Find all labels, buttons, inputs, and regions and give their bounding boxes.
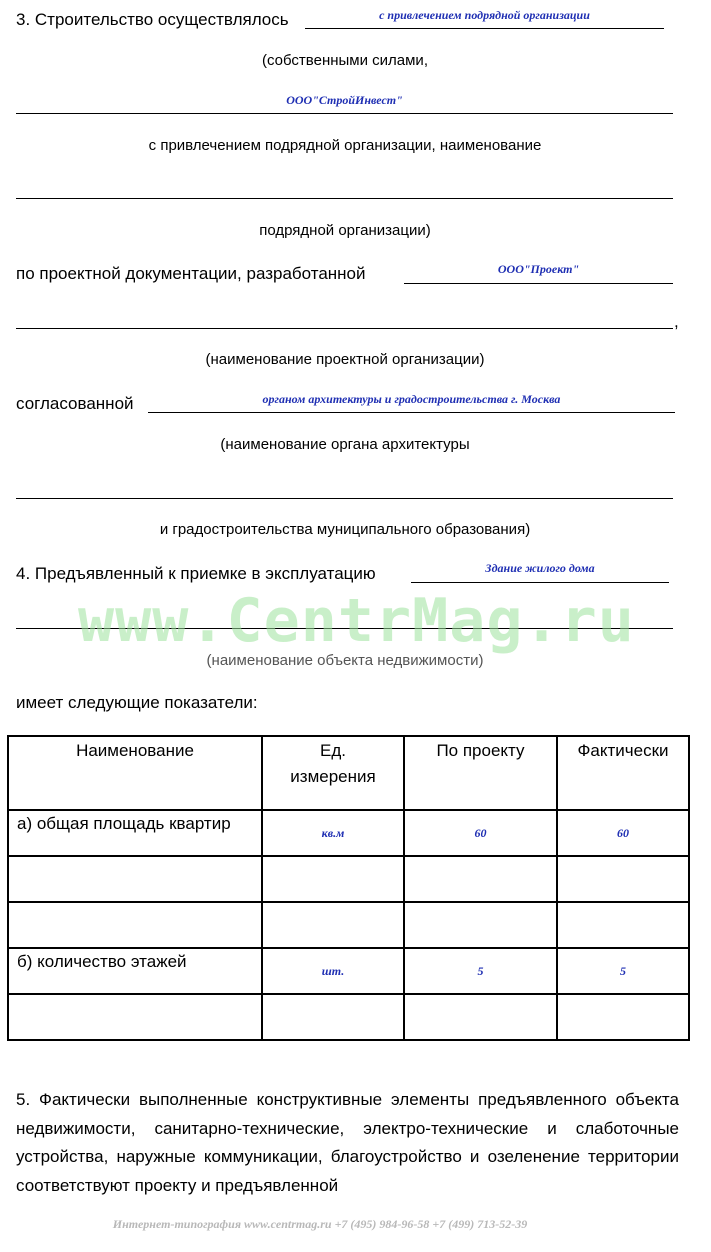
table-header-row — [8, 736, 689, 810]
row-unit — [262, 902, 404, 948]
contractor-value: ООО"СтройИнвест" — [286, 93, 403, 107]
header-actual: Фактически — [557, 736, 689, 810]
row-actual: 60 — [557, 810, 689, 856]
row-name: а) общая площадь квартир — [8, 810, 262, 856]
row-project: 5 — [404, 948, 557, 994]
row-name — [8, 856, 262, 902]
row-unit: шт. — [262, 948, 404, 994]
row-project — [404, 856, 557, 902]
construction-value: с привлечением подрядной организации — [379, 8, 590, 22]
table-row — [8, 948, 689, 994]
project-org-blank-line — [16, 328, 673, 329]
presented-blank-line — [411, 582, 669, 583]
hint-contractor-name: с привлечением подрядной организации, наименование — [148, 137, 542, 154]
hint-object: (наименование объекта недвижимости) — [206, 652, 484, 669]
project-doc-value: ООО"Проект" — [497, 262, 580, 276]
row-unit — [262, 856, 404, 902]
construction-blank-line — [305, 28, 664, 29]
agreed-label: согласованной — [16, 394, 134, 413]
indicators-intro: имеет следующие показатели: — [16, 693, 258, 712]
table-row — [8, 856, 689, 902]
contractor-name-blank-line — [16, 198, 673, 199]
header-unit: Ед. измерения — [262, 736, 404, 810]
watermark: www.CentrMag.ru — [78, 586, 635, 656]
row-actual — [557, 856, 689, 902]
table-row — [8, 902, 689, 948]
contractor-blank-line — [16, 113, 673, 114]
hint-arch-body: (наименование органа архитектуры — [220, 436, 470, 453]
header-name: Наименование — [8, 736, 262, 810]
header-project: По проекту — [404, 736, 557, 810]
agreed-value: органом архитектуры и градостроительства г. Москва — [262, 392, 561, 406]
arch-body-blank-line — [16, 498, 673, 499]
presented-value: Здание жилого дома — [485, 561, 595, 575]
row-unit — [262, 994, 404, 1040]
row-actual — [557, 994, 689, 1040]
construction-label: 3. Строительство осуществлялось — [16, 10, 289, 29]
hint-contractor-end: подрядной организации) — [259, 222, 431, 239]
item5-paragraph: 5. Фактически выполненные конструктивные элементы предъявленного объекта недвижимости, санитарно-технические, электро-технические и слаботочные устройства, наружные коммуникации, благоустройство и озеленение территории соответствуют проекту и предъявленной — [16, 1090, 679, 1195]
presented-label: 4. Предъявленный к приемке в эксплуатацию — [16, 564, 376, 583]
row-unit: кв.м — [262, 810, 404, 856]
row-actual: 5 — [557, 948, 689, 994]
table-row — [8, 810, 689, 856]
hint-own-forces: (собственными силами, — [262, 52, 428, 69]
table-row — [8, 994, 689, 1040]
row-project — [404, 994, 557, 1040]
row-actual — [557, 902, 689, 948]
row-project — [404, 902, 557, 948]
indicators-table — [7, 735, 690, 1041]
row-name — [8, 902, 262, 948]
hint-arch-body-end: и градостроительства муниципального образования) — [159, 521, 531, 538]
footer-contacts: Интернет-типография www.centrmag.ru +7 (495) 984-96-58 +7 (499) 713-52-39 — [112, 1217, 528, 1231]
trailing-comma: , — [674, 312, 679, 331]
agreed-blank-line — [148, 412, 675, 413]
project-doc-label: по проектной документации, разработанной — [16, 264, 366, 283]
hint-project-org: (наименование проектной организации) — [205, 351, 485, 368]
project-doc-blank-line — [404, 283, 673, 284]
row-name: б) количество этажей — [8, 948, 262, 994]
row-project: 60 — [404, 810, 557, 856]
row-name — [8, 994, 262, 1040]
